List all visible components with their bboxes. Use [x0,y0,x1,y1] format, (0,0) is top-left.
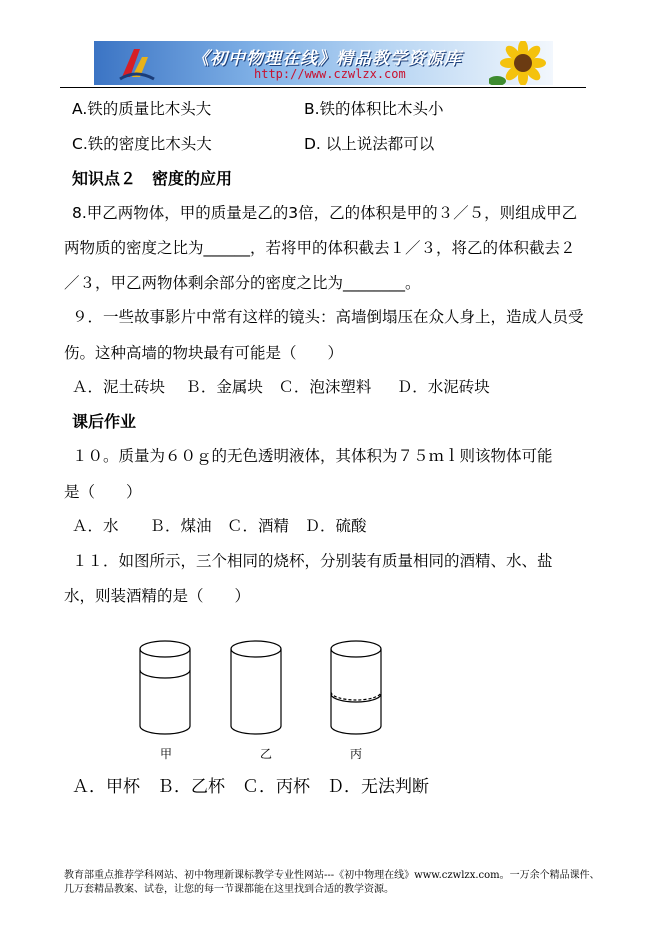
banner-title: 《初中物理在线》精品教学资源库 [192,49,462,69]
option-c-line: C.铁的密度比木头大 [72,135,212,153]
question-8-line-1: 8.甲乙两物体，甲的质量是乙的3倍，乙的体积是甲的３／５，则组成甲乙 [72,204,578,222]
footer-line-1: 教育部重点推荐学科网站、初中物理新课标教学专业性网站---《初中物理在线》www.czwlzx.com。一万余个精品课件、 [64,870,600,881]
question-10-line-2: 是（ ） [64,483,142,501]
question-11-line-2: 水，则装酒精的是（ ） [64,587,251,605]
sunflower-icon [489,41,553,85]
footer-line-2: 几万套精品教案、试卷，让您的每一节课都能在这里找到合适的教学资源。 [64,884,394,895]
question-10-line-1: １０。质量为６０ｇ的无色透明液体，其体积为７５ｍｌ则该物体可能 [72,447,553,465]
option-d-line: D. 以上说法都可以 [304,135,435,153]
question-11-line-1: １１．如图所示，三个相同的烧杯，分别装有质量相同的酒精、水、盐 [72,552,553,570]
section-heading-knowledge: 知识点２ 密度的应用 [72,169,233,188]
question-9-options: Ａ．泥土砖块 Ｂ．金属块 Ｃ．泡沫塑料 Ｄ．水泥砖块 [72,378,490,396]
question-9-line-1: ９．一些故事影片中常有这样的镜头：高墙倒塌压在众人身上，造成人员受 [72,308,584,326]
question-8-line-3: ／３，甲乙两物体剩余部分的密度之比为________。 [64,274,421,292]
header-banner [94,41,553,85]
beaker-c [331,641,381,734]
question-11-options: Ａ．甲杯 Ｂ．乙杯 Ｃ．丙杯 Ｄ．无法判断 [72,777,429,797]
option-b-line: B.铁的体积比木头小 [304,100,444,118]
beaker-label-c: 丙 [350,747,363,761]
beaker-b [231,641,281,734]
banner-url[interactable]: http://www.czwlzx.com [254,67,406,81]
beakers-figure [130,636,400,736]
option-a-line: A.铁的质量比木头大 [72,100,212,118]
question-9-line-2: 伤。这种高墙的物块最有可能是（ ） [64,344,344,362]
beaker-label-a: 甲 [160,747,173,761]
section-heading-homework: 课后作业 [72,412,137,431]
question-8-line-2: 两物质的密度之比为______，若将甲的体积截去１／３，将乙的体积截去２ [64,239,576,257]
header-divider [60,87,586,88]
beaker-label-b: 乙 [260,747,273,761]
question-10-options: Ａ．水 Ｂ．煤油 Ｃ．酒精 Ｄ．硫酸 [72,517,367,535]
site-logo-icon [116,43,156,83]
beaker-a [140,641,190,734]
